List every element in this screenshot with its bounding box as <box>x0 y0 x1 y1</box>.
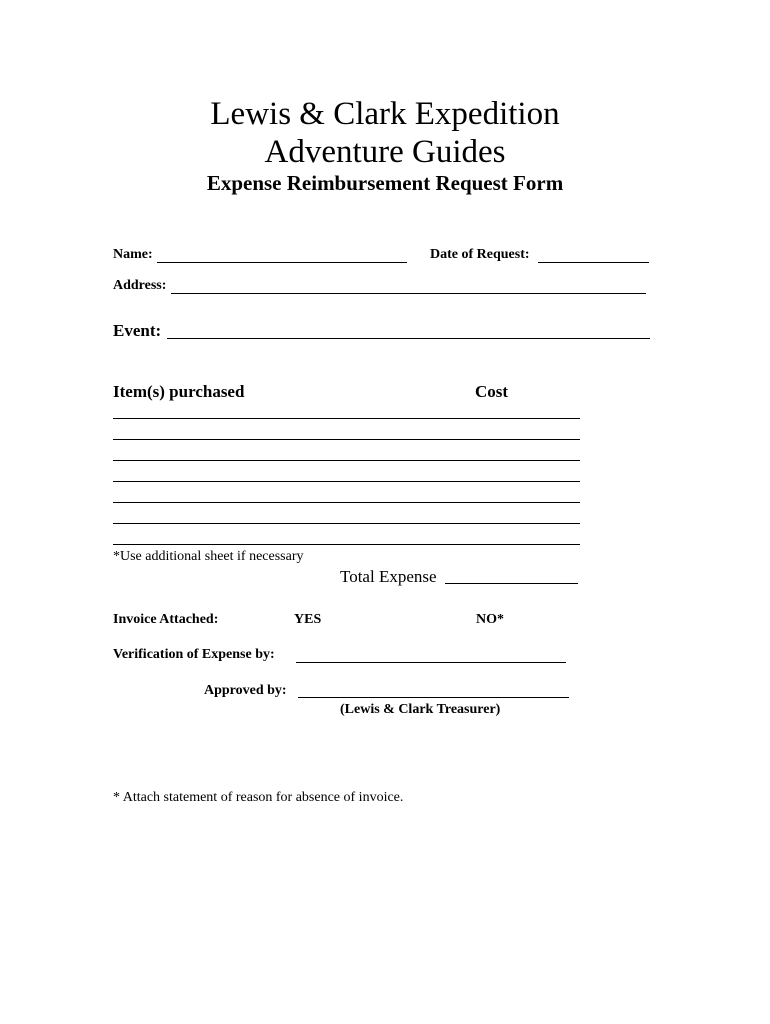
invoice-yes-option[interactable]: YES <box>294 612 322 627</box>
invoice-no-option[interactable]: NO* <box>476 612 504 627</box>
date-field[interactable] <box>538 262 649 263</box>
item-line[interactable] <box>113 502 580 503</box>
item-line[interactable] <box>113 481 580 482</box>
item-line[interactable] <box>113 460 580 461</box>
total-expense-field[interactable] <box>445 583 578 584</box>
form-title-line2: Adventure Guides <box>264 134 506 170</box>
approved-by-label: Approved by: <box>204 683 287 698</box>
item-line[interactable] <box>113 418 580 419</box>
form-subtitle: Expense Reimbursement Request Form <box>206 171 564 195</box>
items-header: Item(s) purchased <box>113 382 245 401</box>
event-field[interactable] <box>167 338 650 339</box>
treasurer-caption: (Lewis & Clark Treasurer) <box>340 702 501 717</box>
event-label: Event: <box>113 321 162 340</box>
invoice-footnote: * Attach statement of reason for absence of invoice. <box>113 790 404 805</box>
name-field[interactable] <box>157 262 407 263</box>
approved-by-field[interactable] <box>298 697 569 698</box>
verification-field[interactable] <box>296 662 566 663</box>
cost-header: Cost <box>475 382 509 401</box>
address-label: Address: <box>113 278 167 293</box>
address-field[interactable] <box>171 293 646 294</box>
date-label: Date of Request: <box>430 247 530 262</box>
item-line[interactable] <box>113 439 580 440</box>
item-line[interactable] <box>113 523 580 524</box>
invoice-label: Invoice Attached: <box>113 612 219 627</box>
additional-sheet-note: *Use additional sheet if necessary <box>113 549 304 564</box>
form-title-line1: Lewis & Clark Expedition <box>210 96 560 132</box>
name-label: Name: <box>113 247 153 262</box>
item-line[interactable] <box>113 544 580 545</box>
verification-label: Verification of Expense by: <box>113 647 275 662</box>
total-expense-label: Total Expense <box>340 567 437 586</box>
